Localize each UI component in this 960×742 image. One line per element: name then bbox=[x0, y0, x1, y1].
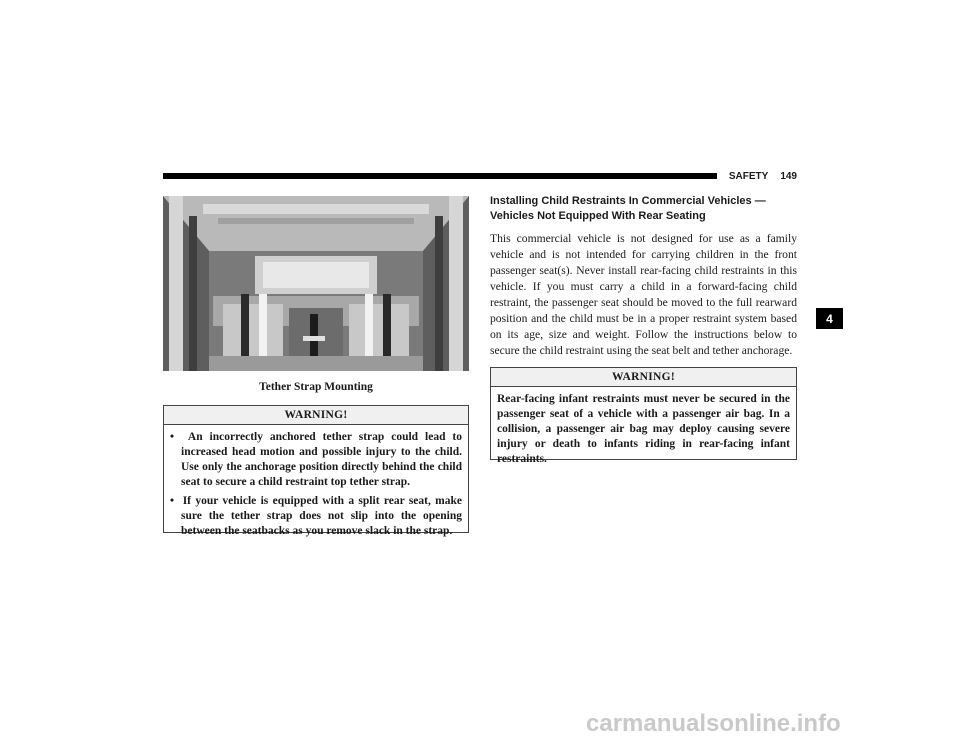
page-header bbox=[717, 169, 797, 183]
warning-body: Rear-facing infant restraints must never be secured in the passenger seat of a vehicle with a passenger air bag. In a collision, a passenger air bag may deploy causing severe injury or death to infants riding in rear-facing infant restraints. bbox=[497, 393, 790, 465]
header-rule bbox=[163, 173, 717, 179]
warning-box-airbag bbox=[490, 367, 797, 465]
section-title: SAFETY bbox=[728, 170, 769, 182]
tether-strap-illustration bbox=[163, 196, 469, 371]
section-heading: Installing Child Restraints In Commercial Vehicles — Vehicles Not Equipped With Rear Seating bbox=[490, 195, 766, 222]
figure-caption: Tether Strap Mounting bbox=[259, 381, 373, 393]
body-paragraph: This commercial vehicle is not designed for use as a family vehicle and is not intended for carrying children in the front passenger seat(s). Never install rear-facing child restraints in this vehicle. If you must carry a child in a forward-facing child restraint, the passenger seat should be moved to the full rearward position and the child must be in a proper restraint system based on its age, size and weight. Follow the instructions below to secure the child restraint using the seat belt and tether anchorage. bbox=[490, 232, 797, 357]
warning-list bbox=[164, 425, 468, 547]
warning-item: • If your vehicle is equipped with a split rear seat, make sure the tether strap does not slip into the opening between the seatbacks as you remove slack in the strap. bbox=[170, 494, 462, 539]
page-number: 149 bbox=[780, 170, 797, 182]
watermark: carmanualsonline.info bbox=[586, 710, 841, 737]
warning-title: WARNING! bbox=[491, 368, 796, 387]
tether-strap-figure bbox=[163, 196, 469, 371]
warning-title: WARNING! bbox=[164, 406, 468, 425]
chapter-tab: 4 bbox=[816, 308, 843, 329]
warning-item: • An incorrectly anchored tether strap could lead to increased head motion and possible injury to the child. Use only the anchorage position directly behind the child seat to secure a child restraint top tether strap. bbox=[170, 430, 462, 490]
warning-box-tether bbox=[163, 405, 469, 537]
